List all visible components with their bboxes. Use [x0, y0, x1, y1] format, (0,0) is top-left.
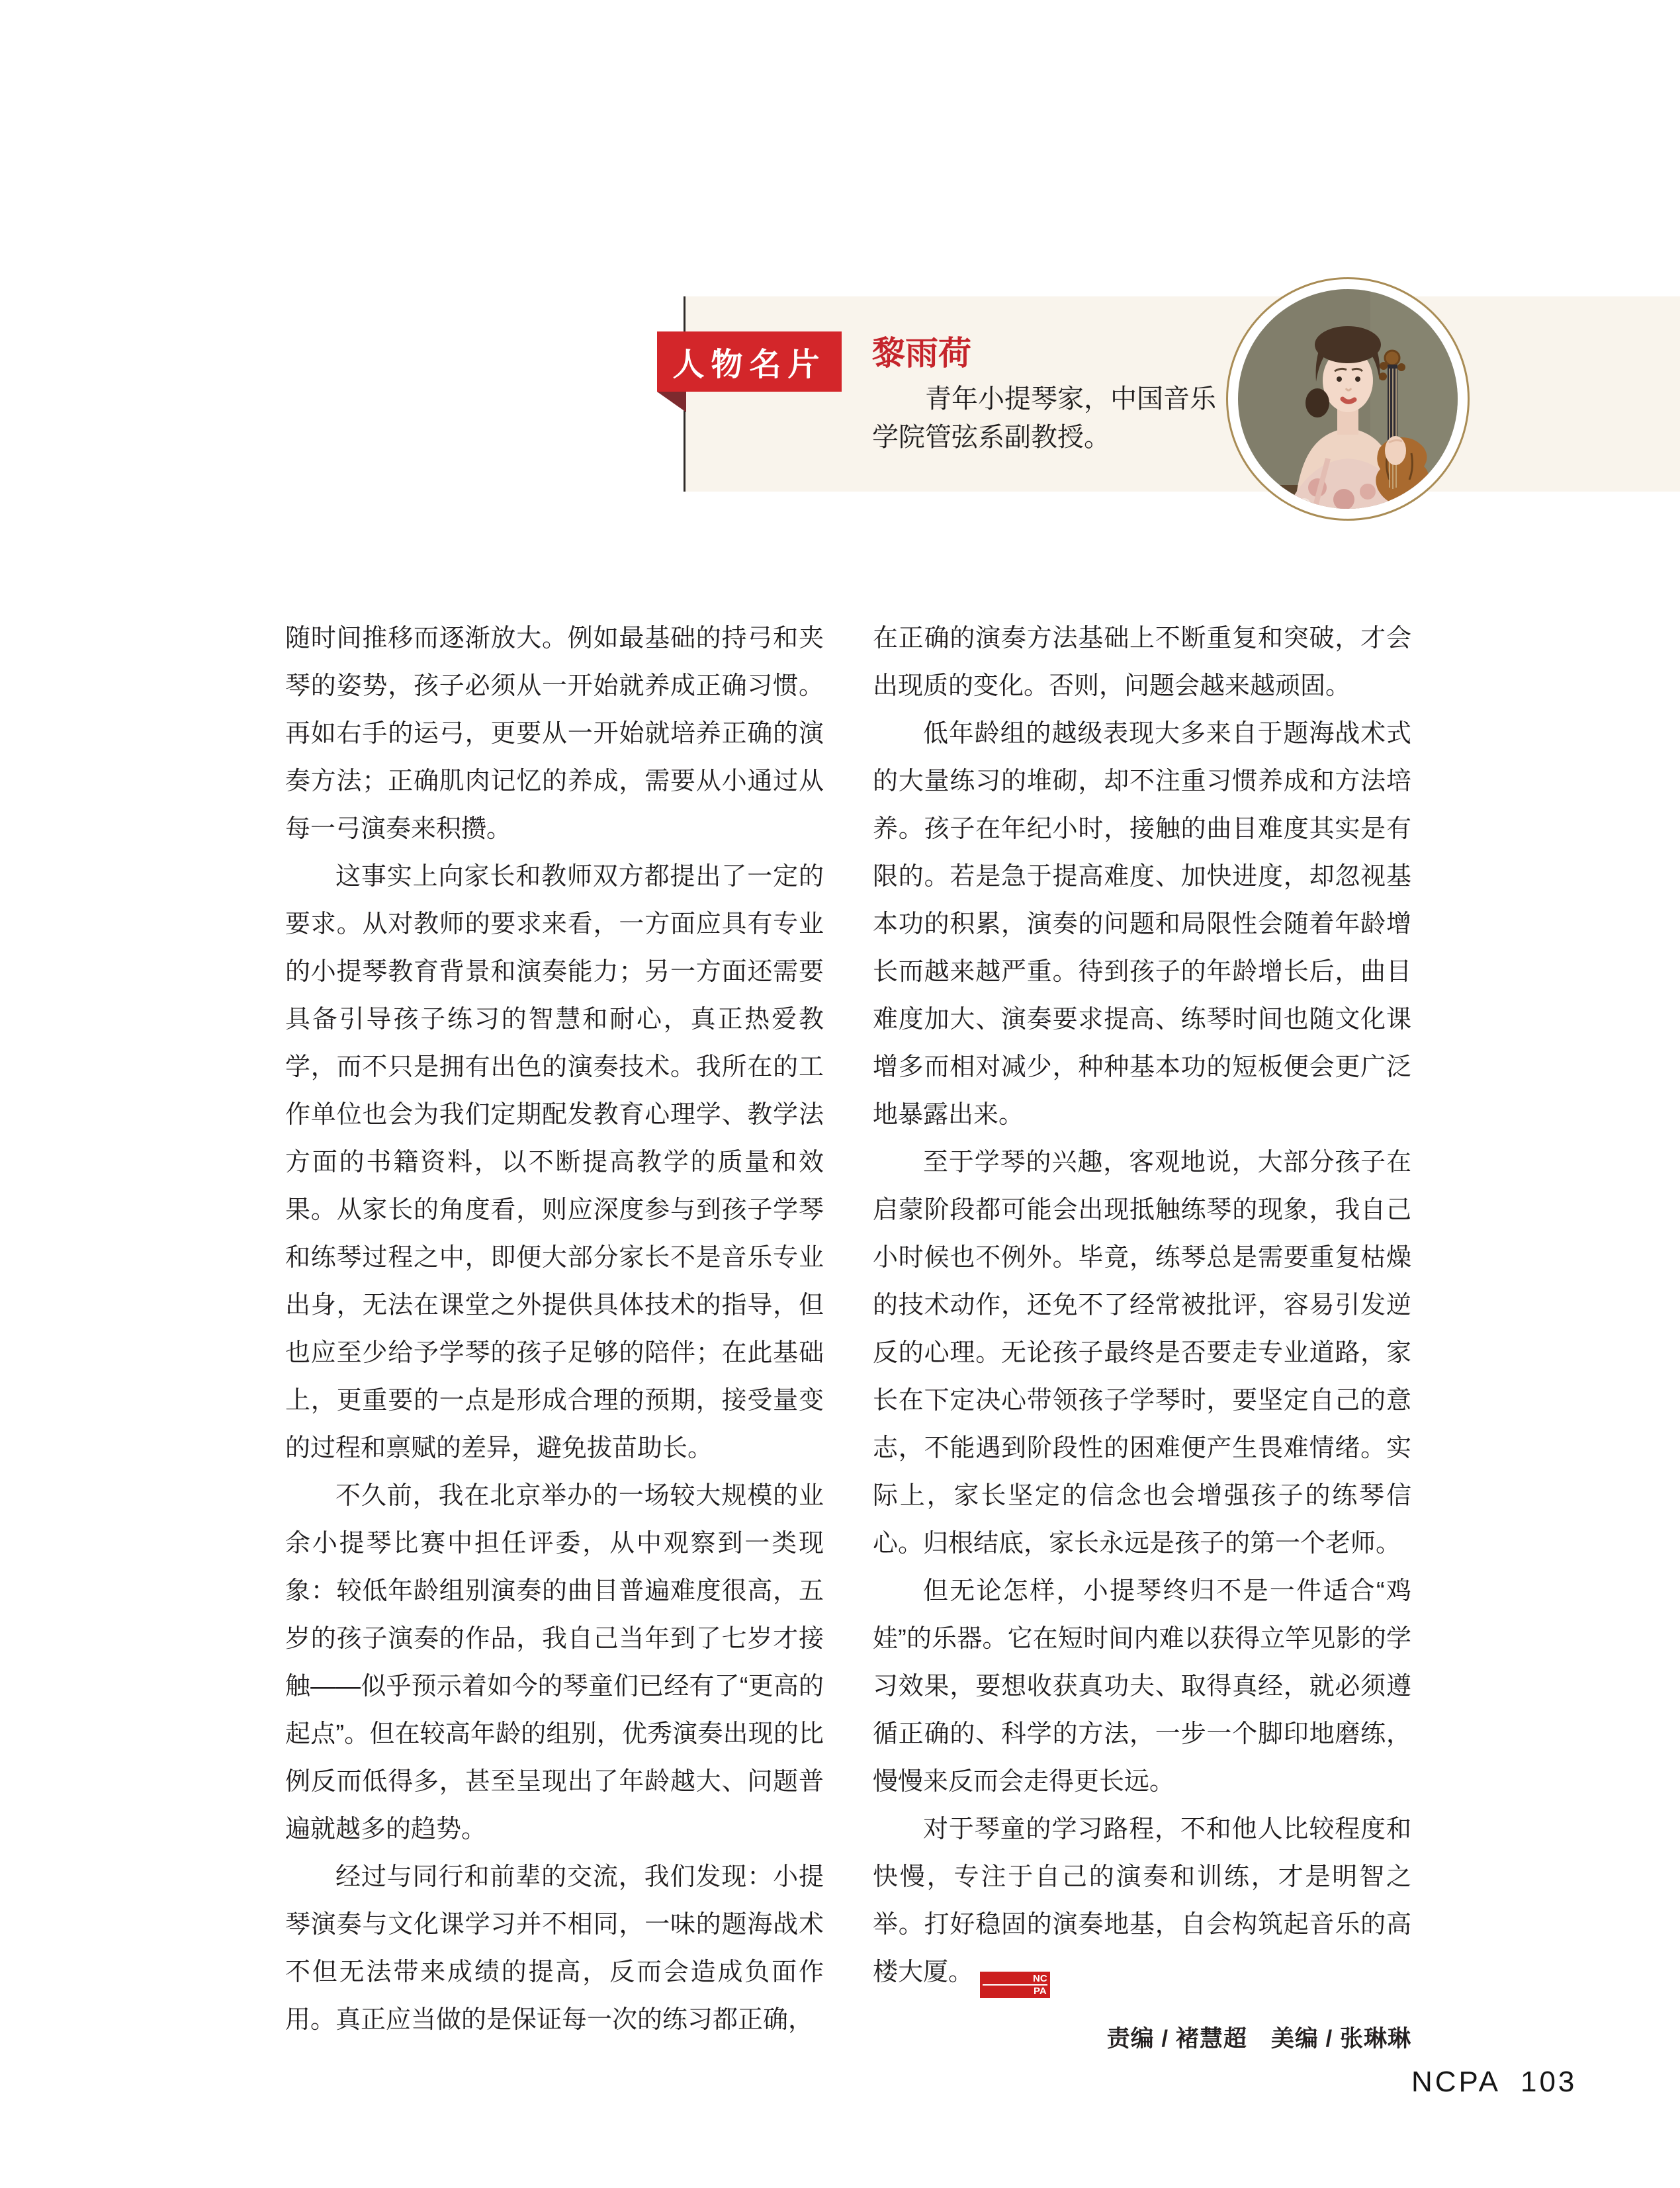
- editor-credits: 责编 / 褚慧超 美编 / 张琳琳: [1106, 2026, 1411, 2052]
- page-label: [1411, 2066, 1577, 2099]
- paragraph: 低年龄组的越级表现大多来自于题海战术式的大量练习的堆砌，却不注重习惯养成和方法培养。孩子在年纪小时，接触的曲目难度其实是有限的。若是急于提高难度、加快进度，却忽视基本功的积累，演奏的问题和局限性会随着年龄增长而越来越严重。待到孩子的年龄增长后，曲目难度加大、演奏要求提高、练琴时间也随文化课增多而相对减少，种种基本功的短板便会更广泛地暴露出来。: [873, 720, 1411, 1129]
- profile-photo: [1238, 289, 1458, 509]
- ribbon-fold: [657, 392, 686, 412]
- profile-description: 青年小提琴家，中国音乐学院管弦系副教授。: [872, 384, 1216, 453]
- page-number: 103: [1520, 2066, 1577, 2098]
- article-column-left: [285, 615, 824, 2044]
- profile-ribbon-label: 人物名片: [672, 347, 826, 382]
- ncpa-seal-icon: $\frac{NC}{PA}$: [980, 1972, 1050, 1998]
- profile-ribbon: [657, 331, 842, 392]
- paragraph: 经过与同行和前辈的交流，我们发现：小提琴演奏与文化课学习并不相同，一味的题海战术不但无法带来成绩的提高，反而会造成负面作用。真正应当做的是保证每一次的练习都正确，: [285, 1863, 824, 2034]
- paragraph: 不久前，我在北京举办的一场较大规模的业余小提琴比赛中担任评委，从中观察到一类现象：较低年龄组别演奏的曲目普遍难度很高，五岁的孩子演奏的作品，我自己当年到了七岁才接触——似乎预示着如今的琴童们已经有了“更高的起点”。但在较高年龄的组别，优秀演奏出现的比例反而低得多，甚至呈现出了年龄越大、问题普遍就越多的趋势。: [285, 1482, 824, 1843]
- paragraph: 但无论怎样，小提琴终归不是一件适合“鸡娃”的乐器。它在短时间内难以获得立竿见影的学习效果，要想收获真功夫、取得真经，就必须遵循正确的、科学的方法，一步一个脚印地磨练，慢慢来反而会走得更长远。: [873, 1577, 1411, 1796]
- paragraph: 至于学琴的兴趣，客观地说，大部分孩子在启蒙阶段都可能会出现抵触练琴的现象，我自己小时候也不例外。毕竟，练琴总是需要重复枯燥的技术动作，还免不了经常被批评，容易引发逆反的心理。无论孩子最终是否要走专业道路，家长在下定决心带领孩子学琴时，要坚定自己的意志，不能遇到阶段性的困难便产生畏难情绪。实际上，家长坚定的信念也会增强孩子的练琴信心。归根结底，家长永远是孩子的第一个老师。: [873, 1149, 1411, 1557]
- paragraph: 对于琴童的学习路程，不和他人比较程度和快慢，专注于自己的演奏和训练，才是明智之举。打好稳固的演奏地基，自会构筑起音乐的高楼大厦。 $\frac{NC}{PA}$: [873, 1816, 1411, 1997]
- paragraph: 这事实上向家长和教师双方都提出了一定的要求。从对教师的要求来看，一方面应具有专业的小提琴教育背景和演奏能力；另一方面还需要具备引导孩子练习的智慧和耐心，真正热爱教学，而不只是拥有出色的演奏技术。我所在的工作单位也会为我们定期配发教育心理学、教学法方面的书籍资料，以不断提高教学的质量和效果。从家长的角度看，则应深度参与到孩子学琴和练琴过程之中，即便大部分家长不是音乐专业出身，无法在课堂之外提供具体技术的指导，但也应至少给予学琴的孩子足够的陪伴；在此基础上，更重要的一点是形成合理的预期，接受量变的过程和禀赋的差异，避免拔苗助长。: [285, 863, 824, 1462]
- profile-photo-frame: [1226, 277, 1470, 521]
- paragraph: 随时间推移而逐渐放大。例如最基础的持弓和夹琴的姿势，孩子必须从一开始就养成正确习惯。再如右手的运弓，更要从一开始就培养正确的演奏方法；正确肌肉记忆的养成，需要从小通过从每一弓演奏来积攒。: [285, 625, 824, 843]
- article-column-right: [873, 615, 1411, 2063]
- profile-name: 黎雨荷: [872, 333, 971, 372]
- page-brand: NCPA: [1411, 2066, 1501, 2098]
- paragraph: 在正确的演奏方法基础上不断重复和突破，才会出现质的变化。否则，问题会越来越顽固。: [873, 625, 1411, 700]
- violinist-portrait-illustration: [1238, 289, 1458, 509]
